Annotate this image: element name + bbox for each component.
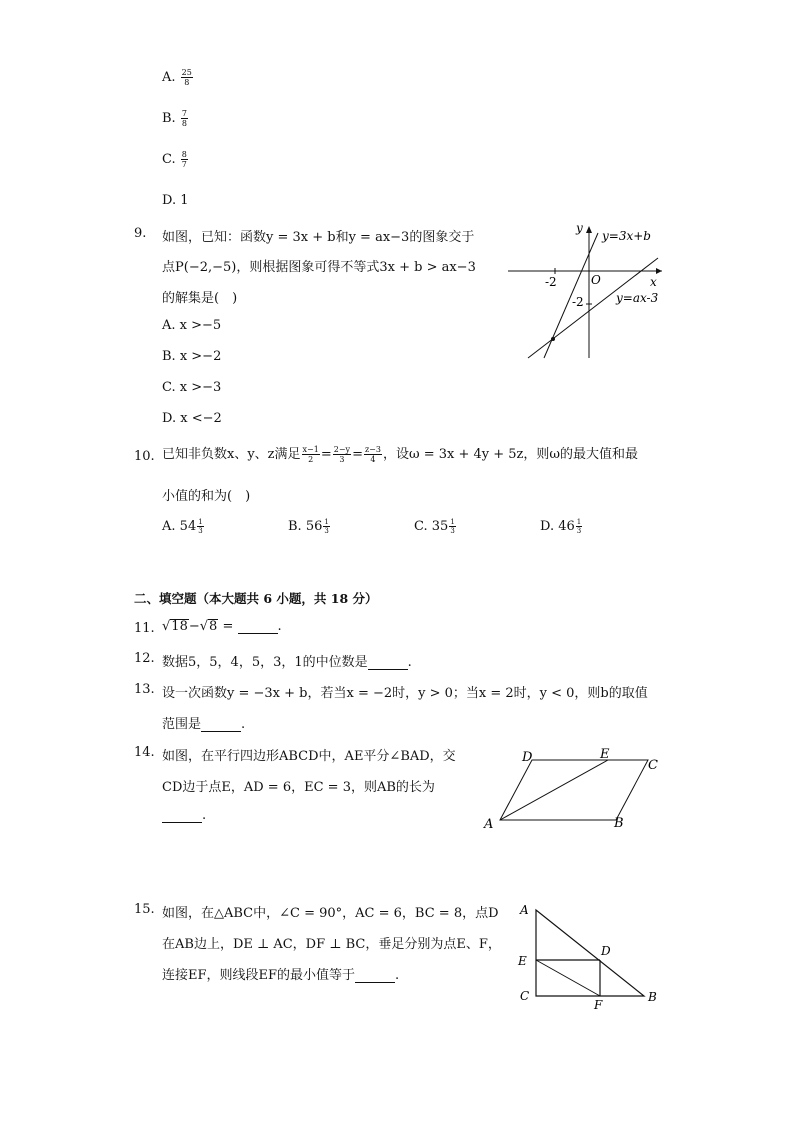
question-number: 12. [134,651,155,666]
q9-option-b[interactable]: B. x >−2 [162,349,222,364]
label-b: B [614,816,624,831]
q8-option-d[interactable]: D. 1 [162,193,189,208]
sqrt-icon: √ [162,619,171,634]
fraction: $\frac{1}{3}$ [198,518,203,535]
label-d: D [601,944,611,958]
label-b: B [648,990,657,1004]
label-a: A [520,903,529,917]
question-text: 小值的和为( ) [162,489,251,504]
q9-option-c[interactable]: C. x >−3 [162,380,222,395]
q8-option-a[interactable]: A. $\frac{25}{8}$ [162,68,192,87]
question-text: 已知非负数x、y、z满足 $\frac{x-1}{2}$ = $\frac{2-y}{3}$ = $\frac{z-3}{4}$ ，设ω = 3x + 4y + 5z，则ω的最大值和最 [162,445,638,464]
x-tick-label: -2 [545,275,557,289]
question-text: . [162,808,206,823]
question-number: 13. [134,682,155,697]
origin-label: O [591,273,601,287]
fraction: $\frac{1}{3}$ [324,518,329,535]
question-text: 数据5，5，4，5，3，1的中位数是 . [162,655,412,670]
question-number: 15. [134,902,155,917]
x-axis-arrow [656,268,662,274]
x-axis-label: x [650,275,657,289]
y-axis-label: y [576,221,583,235]
question-text: 点P(−2,−5)，则根据图象可得不等式3x + b > ax−3 [162,260,476,275]
answer-blank[interactable] [368,657,408,670]
label-c: C [648,758,658,773]
question-text: 在AB边上，DE ⊥ AC，DF ⊥ BC，垂足分别为点E、F， [162,937,501,952]
question-number: 9. [134,226,147,241]
q14-parallelogram-figure [478,745,663,835]
fraction: $\frac{25}{8}$ [181,68,192,87]
q9-graph [500,218,670,363]
question-number: 14. [134,745,155,760]
label-a: A [484,817,494,832]
q10-option-b[interactable]: B. 56 $\frac{1}{3}$ [288,518,329,535]
question-number: 11. [134,621,155,636]
sqrt-icon: √ [199,619,209,634]
fraction: $\frac{7}{8}$ [181,109,187,128]
q8-option-b[interactable]: B. $\frac{7}{8}$ [162,109,187,128]
fraction: $\frac{2-y}{3}$ [333,445,351,464]
question-number: 10. [134,449,155,464]
answer-blank[interactable] [162,810,202,823]
q9-option-d[interactable]: D. x <−2 [162,411,222,426]
segment-ef [536,960,600,996]
question-text: 如图，在△ABC中，∠C = 90°，AC = 6，BC = 8，点D [162,906,499,921]
fraction: $\frac{1}{3}$ [450,518,455,535]
fraction: $\frac{1}{3}$ [576,518,582,535]
label-d: D [522,750,533,765]
label-f: F [594,998,603,1012]
intersection-point [551,337,555,341]
question-text: 设一次函数y = −3x + b，若当x = −2时，y > 0；当x = 2时，y < 0，则b的取值 [162,686,648,701]
fraction: $\frac{x-1}{2}$ [302,445,319,464]
q10-option-c[interactable]: C. 35 $\frac{1}{3}$ [414,518,455,535]
q9-option-a[interactable]: A. x >−5 [162,318,222,333]
q8-option-c[interactable]: C. $\frac{8}{7}$ [162,150,187,169]
label-e: E [518,954,527,968]
y-axis-arrow [586,226,592,233]
question-text: 的解集是( ) [162,291,238,306]
line2-label: y=ax-3 [616,291,659,305]
question-text: 如图，在平行四边形ABCD中，AE平分∠BAD，交 [162,749,456,764]
answer-blank[interactable] [238,621,278,634]
y-tick-label: -2 [572,295,584,309]
question-text: 范围是 . [162,717,246,732]
label-c: C [520,989,530,1003]
q15-triangle-figure [512,898,662,1013]
question-text: √18−√8 = . [162,619,282,634]
q10-option-a[interactable]: A. 54 $\frac{1}{3}$ [162,518,203,535]
question-text: 如图，已知：函数y = 3x + b和y = ax−3的图象交于 [162,230,475,245]
fraction: $\frac{8}{7}$ [181,150,187,169]
section-heading: 二、填空题（本大题共 6 小题，共 18 分） [134,591,378,606]
fraction: $\frac{z-3}{4}$ [364,445,381,464]
line1-label: y=3x+b [602,229,651,243]
answer-blank[interactable] [355,970,395,983]
answer-blank[interactable] [201,719,241,732]
label-e: E [600,747,610,762]
question-text: CD边于点E，AD = 6，EC = 3，则AB的长为 [162,780,435,795]
question-text: 连接EF，则线段EF的最小值等于 . [162,968,400,983]
q10-option-d[interactable]: D. 46 $\frac{1}{3}$ [540,518,582,535]
triangle-abc [536,910,644,996]
parallelogram [500,760,648,820]
